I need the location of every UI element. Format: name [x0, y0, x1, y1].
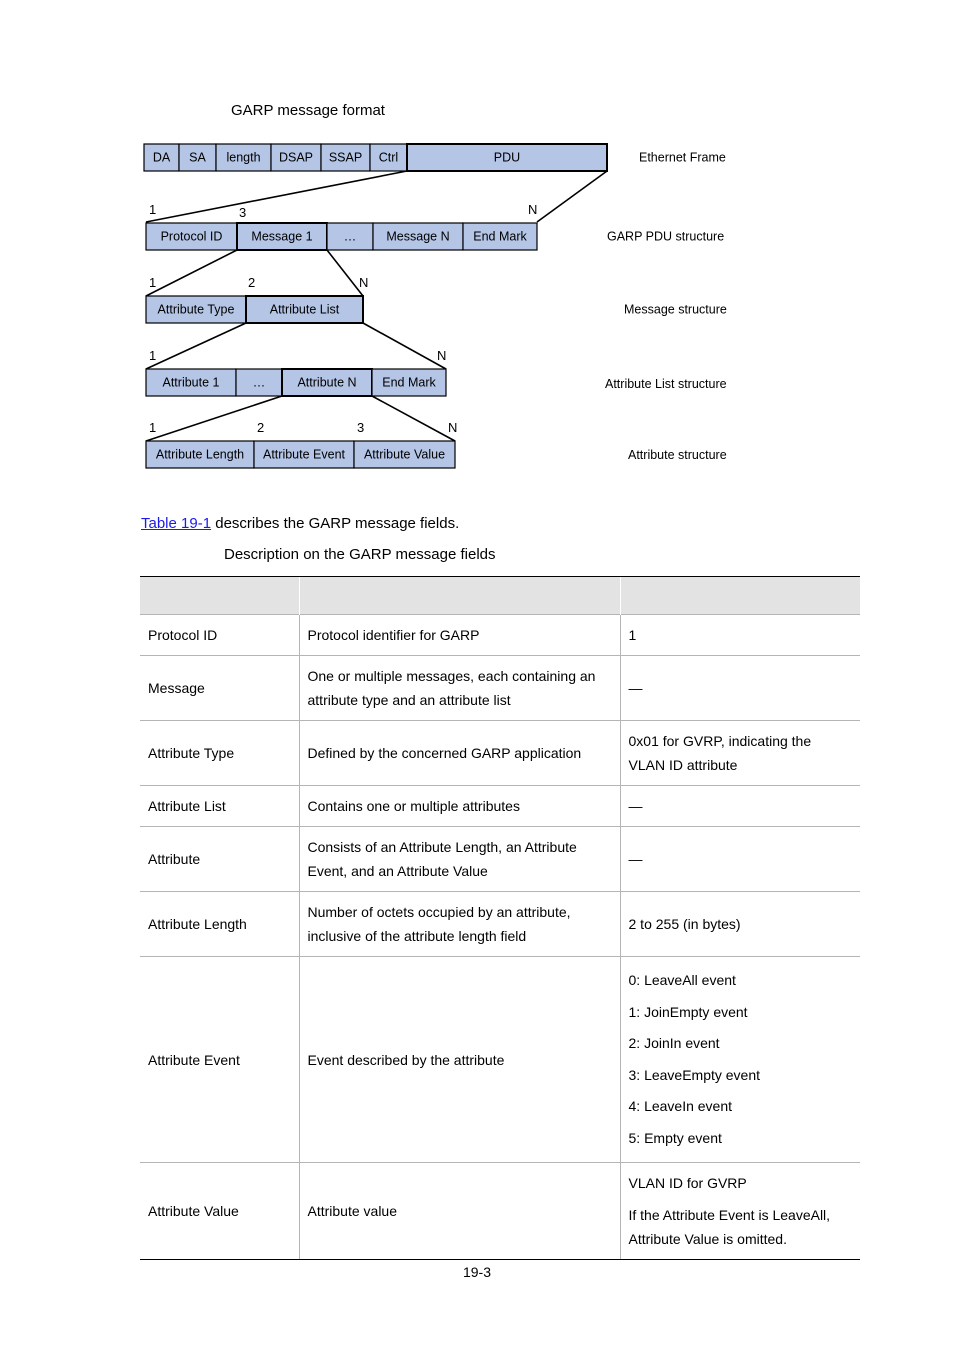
- pdu-marker-n: N: [528, 202, 538, 217]
- field-value: [620, 656, 860, 721]
- field-name: Protocol ID: [140, 615, 299, 656]
- description-line: Number of octets occupied by an attribute,: [307, 904, 571, 920]
- eth-field-da: DA: [152, 150, 171, 165]
- msg-marker-n: N: [359, 275, 369, 290]
- description-line: Event described by the attribute: [307, 1051, 505, 1068]
- table-row: [140, 786, 860, 827]
- table-row: [140, 656, 860, 721]
- header-cell-description: [299, 577, 620, 615]
- eth-field-dsap: DSAP: [278, 150, 314, 165]
- message-structure-label: Message structure: [624, 302, 727, 317]
- value-line: 0: LeaveAll event: [628, 972, 736, 988]
- ethernet-frame-label: Ethernet Frame: [639, 150, 726, 165]
- description-line: inclusive of the attribute length field: [307, 928, 527, 944]
- header-cell-field: [140, 577, 299, 615]
- value-line: If the Attribute Event is LeaveAll,: [628, 1207, 831, 1223]
- table-row: [140, 721, 860, 786]
- attr-field-length: Attribute Length: [155, 447, 245, 462]
- eth-field-ctrl: Ctrl: [378, 150, 399, 165]
- attr-marker-n: N: [448, 420, 458, 435]
- attr-marker-1: 1: [149, 420, 157, 435]
- figure-caption: GARP message format: [231, 102, 385, 119]
- eth-field-length: length: [226, 150, 261, 165]
- attrlist-field-attribute-1: Attribute 1: [162, 375, 220, 390]
- field-description: [299, 827, 620, 892]
- garp-format-diagram: [0, 130, 954, 480]
- value-line: —: [628, 680, 643, 696]
- field-description: [299, 1163, 620, 1260]
- field-value: [620, 1163, 860, 1260]
- description-line: One or multiple messages, each containing an: [307, 668, 596, 684]
- table-caption: Description on the GARP message fields: [224, 546, 496, 563]
- description-line: Event, and an Attribute Value: [307, 863, 488, 879]
- description-line: Defined by the concerned GARP application: [307, 745, 582, 761]
- pdu-field-message-1: Message 1: [251, 229, 313, 244]
- field-name: Attribute Length: [140, 892, 299, 957]
- attrlist-field-attribute-n: Attribute N: [297, 375, 357, 390]
- field-value: [620, 892, 860, 957]
- intro-text: describes the GARP message fields.: [211, 515, 460, 532]
- field-name: Attribute: [140, 827, 299, 892]
- msg-marker-2: 2: [248, 275, 256, 290]
- pdu-marker-1: 1: [149, 202, 157, 217]
- field-value: [620, 721, 860, 786]
- attr-field-event: Attribute Event: [263, 447, 345, 462]
- eth-field-pdu: PDU: [493, 150, 521, 165]
- value-line: 1: [628, 627, 637, 643]
- description-line: Protocol identifier for GARP: [307, 627, 480, 643]
- table-header-row: [140, 577, 860, 615]
- field-name: Attribute List: [140, 786, 299, 827]
- value-line: 5: Empty event: [628, 1129, 722, 1146]
- value-line: VLAN ID attribute: [628, 757, 738, 773]
- field-value: [620, 615, 860, 656]
- value-line: 2: JoinIn event: [628, 1035, 720, 1051]
- attr-marker-2: 2: [257, 420, 265, 435]
- field-value: [620, 957, 860, 1163]
- intro-paragraph: [141, 515, 459, 532]
- attrlist-field-end-mark: End Mark: [382, 375, 436, 390]
- value-line: 3: LeaveEmpty event: [628, 1066, 761, 1083]
- pdu-structure-label: GARP PDU structure: [607, 229, 725, 244]
- field-name: Message: [140, 656, 299, 721]
- table-row: [140, 892, 860, 957]
- pdu-field-message-n: Message N: [386, 229, 450, 244]
- msg-field-attribute-list: Attribute List: [269, 302, 340, 317]
- header-cell-value: [620, 577, 860, 615]
- table-row: [140, 827, 860, 892]
- attr-marker-3: 3: [357, 420, 365, 435]
- ethernet-frame-row: [144, 144, 607, 171]
- attrlist-field-ellipsis: …: [252, 375, 266, 390]
- value-line: VLAN ID for GVRP: [628, 1175, 747, 1191]
- msg-marker-1: 1: [149, 275, 157, 290]
- table-row: [140, 615, 860, 656]
- pdu-field-protocol-id: Protocol ID: [160, 229, 223, 244]
- field-description: [299, 892, 620, 957]
- description-line: attribute type and an attribute list: [307, 692, 511, 708]
- field-value: [620, 786, 860, 827]
- value-line: 0x01 for GVRP, indicating the: [628, 733, 812, 749]
- pdu-field-ellipsis: …: [343, 229, 357, 244]
- value-line: 4: LeaveIn event: [628, 1098, 733, 1114]
- field-name: Attribute Value: [140, 1163, 299, 1260]
- table-reference-link[interactable]: Table 19-1: [141, 515, 212, 532]
- pdu-field-end-mark: End Mark: [473, 229, 527, 244]
- field-description: [299, 721, 620, 786]
- field-description: [299, 656, 620, 721]
- value-line: 1: JoinEmpty event: [628, 1003, 748, 1020]
- field-value: [620, 827, 860, 892]
- table-row: [140, 1163, 860, 1260]
- eth-field-ssap: SSAP: [328, 150, 363, 165]
- value-line: —: [628, 798, 643, 814]
- description-line: Attribute value: [307, 1203, 397, 1219]
- field-name: Attribute Event: [140, 957, 299, 1163]
- msg-field-attribute-type: Attribute Type: [157, 302, 235, 317]
- pdu-marker-3: 3: [239, 205, 247, 220]
- attr-field-value: Attribute Value: [363, 447, 446, 462]
- eth-field-sa: SA: [189, 150, 206, 165]
- description-line: Contains one or multiple attributes: [307, 798, 520, 814]
- value-line: Attribute Value is omitted.: [628, 1231, 787, 1247]
- attrlist-marker-1: 1: [149, 348, 157, 363]
- value-line: —: [628, 851, 643, 867]
- value-line: 2 to 255 (in bytes): [628, 916, 741, 932]
- attribute-structure-label: Attribute structure: [628, 448, 727, 462]
- page-number: 19-3: [462, 1264, 492, 1280]
- description-line: Consists of an Attribute Length, an Attribute: [307, 839, 577, 855]
- attrlist-marker-n: N: [437, 348, 447, 363]
- table-row: [140, 957, 860, 1163]
- garp-fields-table: [140, 576, 860, 1260]
- field-name: Attribute Type: [140, 721, 299, 786]
- field-description: [299, 615, 620, 656]
- attribute-list-structure-label: Attribute List structure: [605, 377, 727, 391]
- field-description: [299, 957, 620, 1163]
- field-description: [299, 786, 620, 827]
